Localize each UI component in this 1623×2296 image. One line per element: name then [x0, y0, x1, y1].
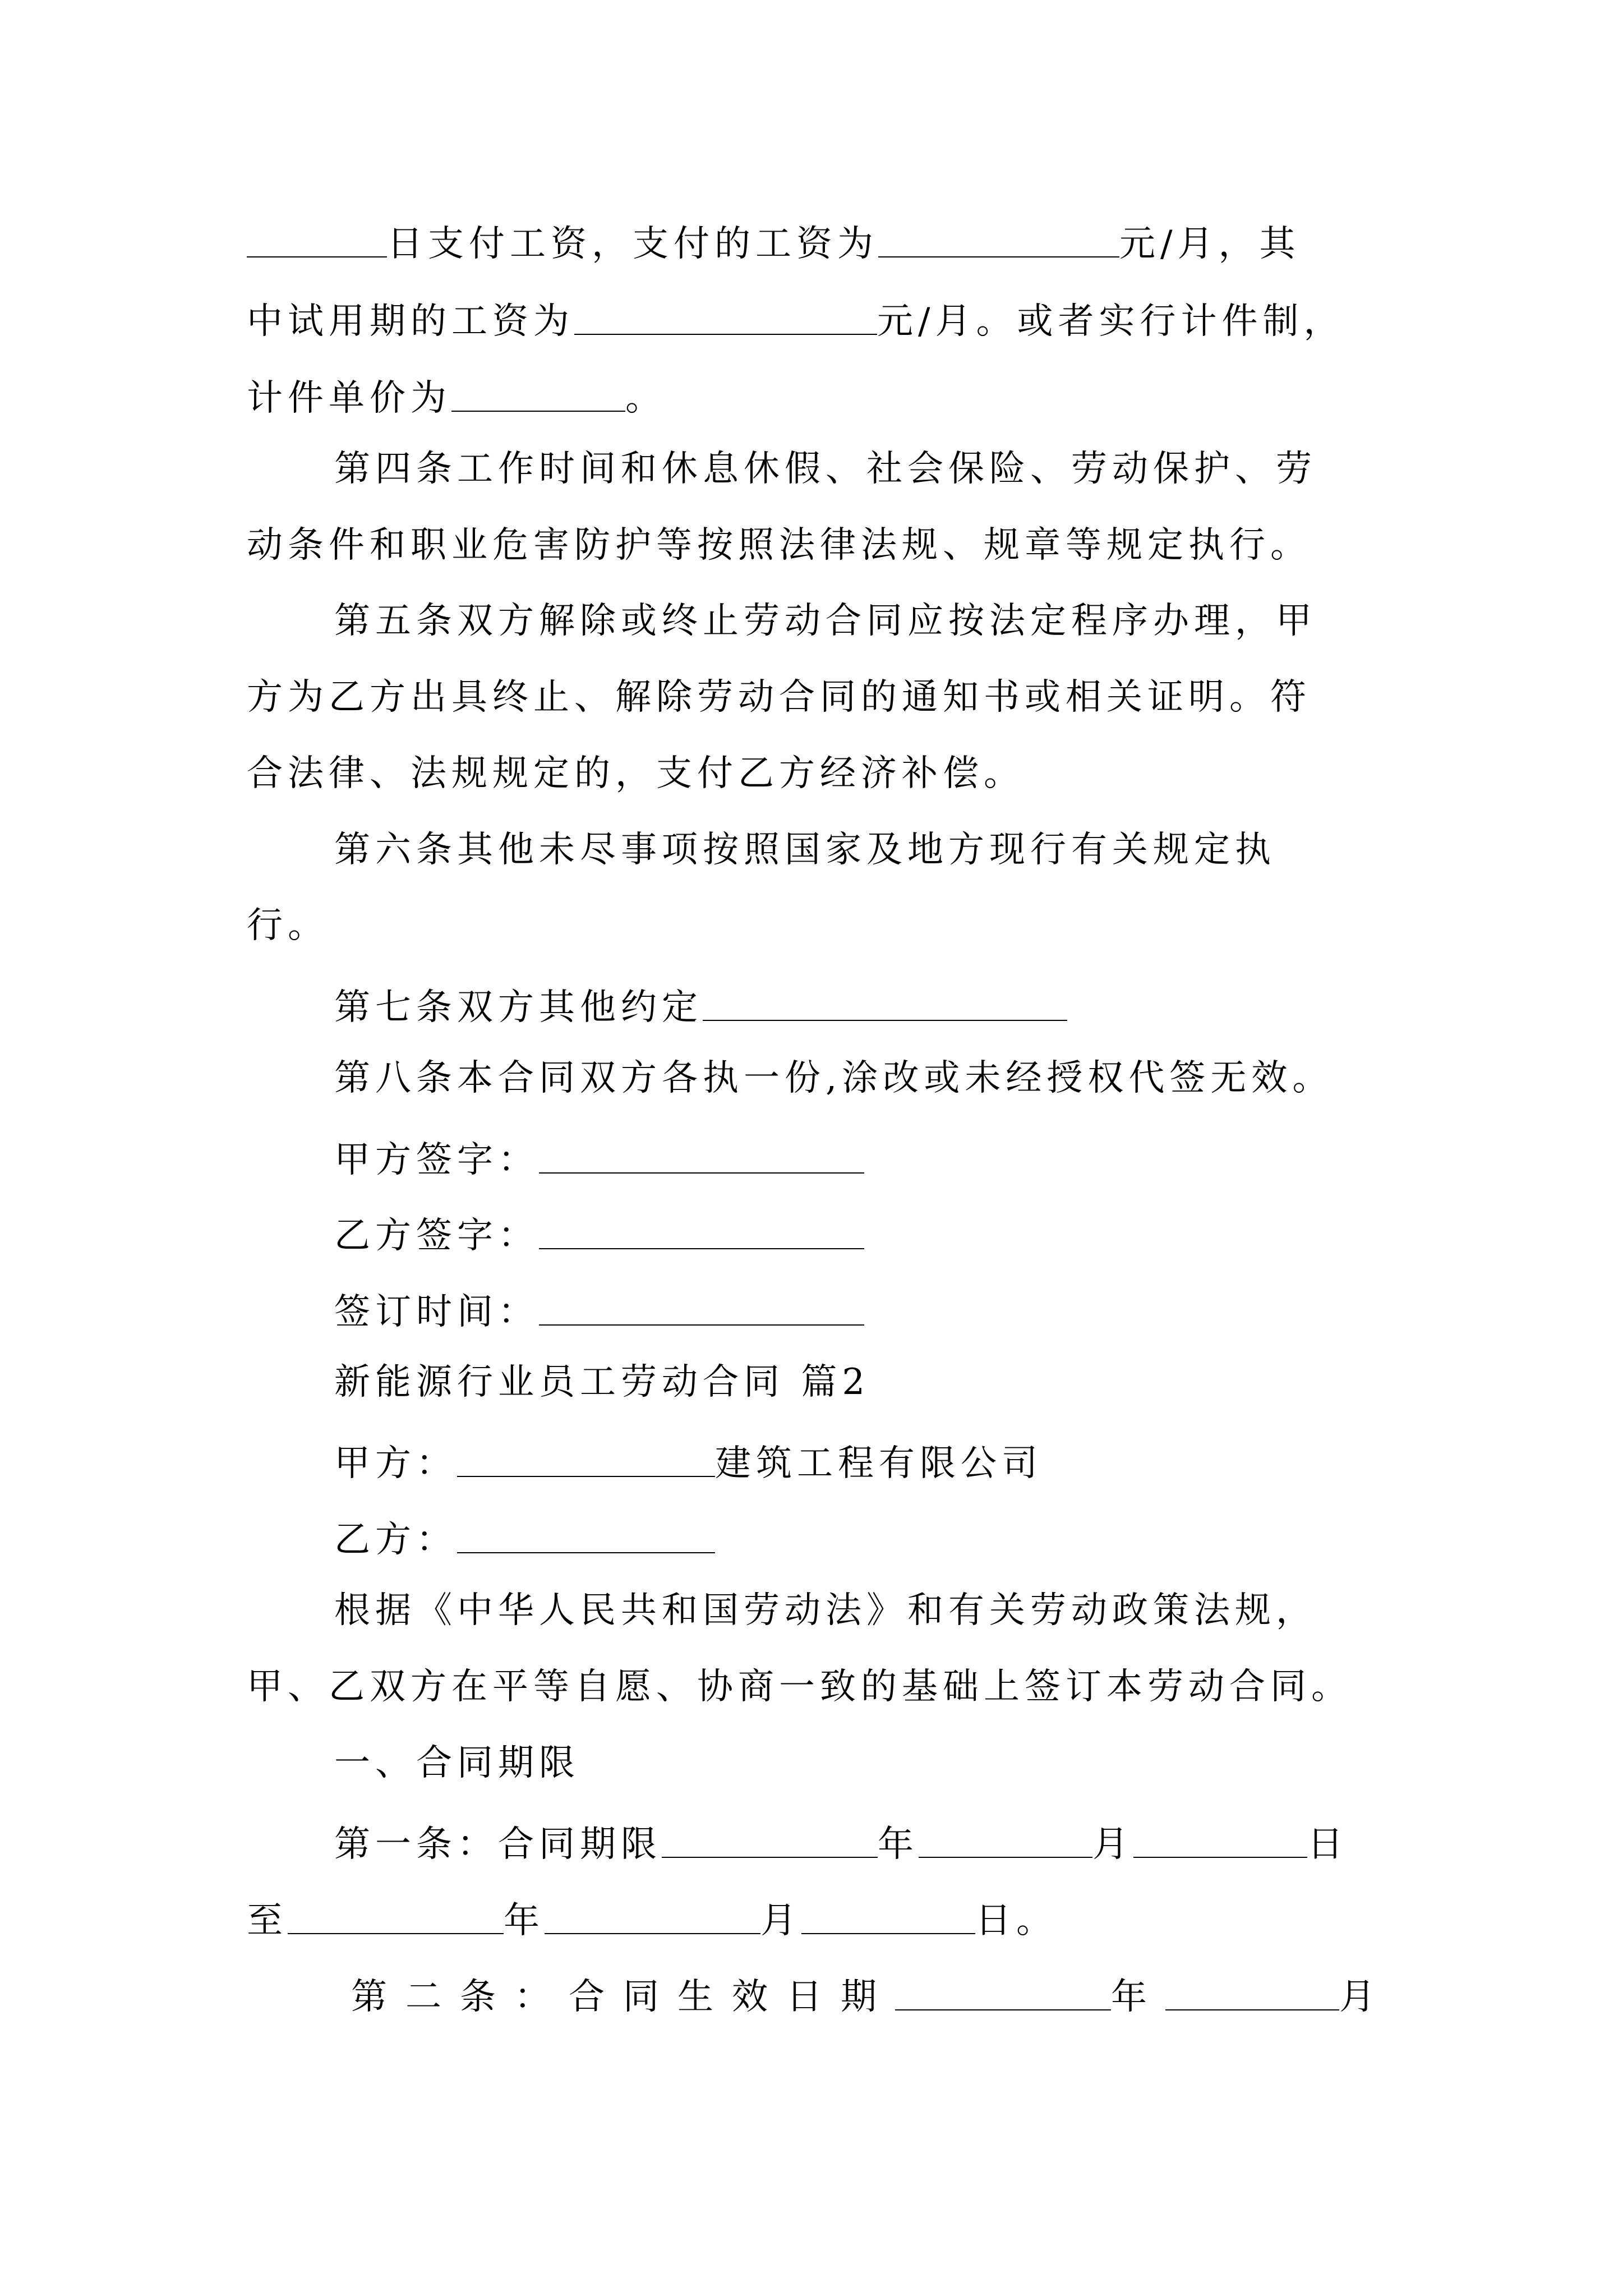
article-5-line-2: 方为乙方出具终止、解除劳动合同的通知书或相关证明。符 [247, 677, 1311, 718]
article-8: 第八条本合同双方各执一份,涂改或未经授权代签无效。 [334, 1057, 1334, 1099]
blank-other-agreement [703, 984, 1067, 1021]
text-line-2: 中试用期的工资为 元/月。或者实行计件制， [247, 298, 1345, 339]
article-2-line-1: 第二条：合同生效日期 年 月 [351, 1973, 1394, 2015]
article-5-line-1: 第五条双方解除或终止劳动合同应按法定程序办理，甲 [334, 600, 1317, 642]
party-a-signature: 甲方签字： [334, 1137, 864, 1178]
blank-effective-year [895, 1973, 1111, 2010]
blank-probation-salary [574, 298, 877, 335]
blank-pay-day [247, 220, 387, 257]
blank-party-a-name [457, 1440, 715, 1477]
heading-contract-term: 一、合同期限 [334, 1742, 580, 1784]
blank-salary [878, 220, 1119, 257]
article-6-line-1: 第六条其他未尽事项按照国家及地方现行有关规定执 [334, 829, 1276, 871]
blank-end-month [545, 1897, 760, 1934]
blank-start-year [662, 1821, 878, 1858]
article-6-line-2: 行。 [247, 905, 329, 946]
text-line-3: 计件单价为 。 [247, 375, 666, 416]
party-a-line: 甲方： 建筑工程有限公司 [334, 1440, 1043, 1481]
article-4-line-2: 动条件和职业危害防护等按照法律法规、规章等规定执行。 [247, 524, 1311, 566]
blank-piece-rate [451, 375, 625, 412]
blank-end-day [801, 1897, 975, 1934]
blank-party-b-signature [539, 1212, 864, 1249]
blank-effective-month [1165, 1973, 1339, 2010]
blank-start-day [1133, 1821, 1307, 1858]
text-line-1: 日支付工资，支付的工资为 元/月，其 [247, 220, 1301, 262]
preamble-line-1: 根据《中华人民共和国劳动法》和有关劳动政策法规， [334, 1590, 1317, 1631]
blank-start-month [919, 1821, 1092, 1858]
preamble-line-2: 甲、乙双方在平等自愿、协商一致的基础上签订本劳动合同。 [247, 1666, 1352, 1708]
blank-signing-date [539, 1289, 864, 1326]
blank-party-b-name [457, 1516, 715, 1553]
section-title-2: 新能源行业员工劳动合同 篇2 [334, 1361, 870, 1403]
article-1-line-2: 至 年 月 日。 [247, 1897, 1057, 1939]
article-1-line-1: 第一条：合同期限 年 月 日 [334, 1821, 1348, 1862]
blank-end-year [288, 1897, 504, 1934]
party-b-signature: 乙方签字： [334, 1212, 864, 1254]
blank-party-a-signature [539, 1137, 864, 1174]
article-4-line-1: 第四条工作时间和休息休假、社会保险、劳动保护、劳 [334, 448, 1317, 490]
article-5-line-3: 合法律、法规规定的，支付乙方经济补偿。 [247, 753, 1025, 794]
signing-date: 签订时间： [334, 1289, 864, 1330]
article-7: 第七条双方其他约定 [334, 984, 1067, 1025]
party-b-line: 乙方： [334, 1516, 715, 1558]
